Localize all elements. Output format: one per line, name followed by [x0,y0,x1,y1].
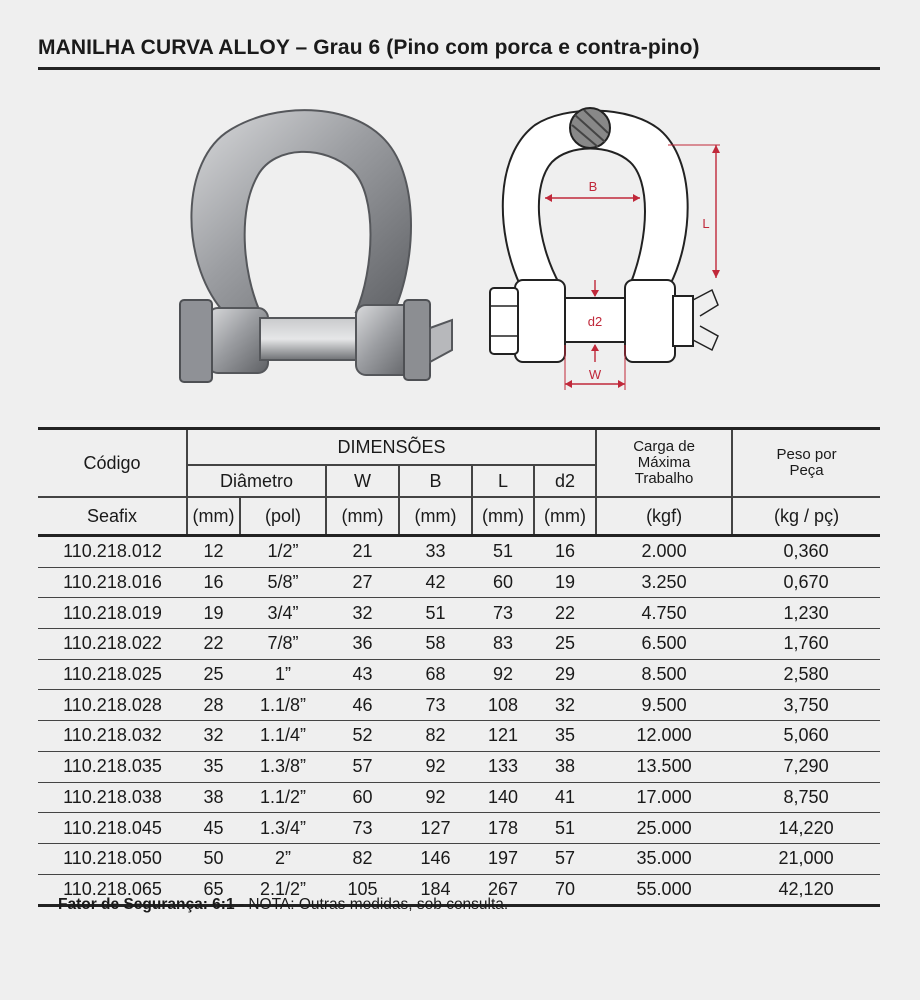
table-cell: 12.000 [596,721,732,752]
table-cell: 105 [326,874,399,906]
table-cell: 9.500 [596,690,732,721]
table-cell: 0,360 [732,536,880,568]
table-cell: 127 [399,813,472,844]
table-cell: 51 [534,813,596,844]
table-cell: 146 [399,843,472,874]
table-cell: 38 [534,751,596,782]
table-cell: 2.000 [596,536,732,568]
table-cell: 110.218.012 [38,536,187,568]
table-cell: 82 [326,843,399,874]
table-cell: 110.218.032 [38,721,187,752]
bow-shackle-photo-icon [160,100,460,400]
header-codigo: Código [38,429,187,498]
table-cell: 42,120 [732,874,880,906]
table-cell: 65 [187,874,240,906]
table-cell: 60 [326,782,399,813]
header-peso: Peso por Peça [732,429,880,498]
table-cell: 1.1/8” [240,690,326,721]
table-cell: 36 [326,629,399,660]
table-cell: 3/4” [240,598,326,629]
table-cell: 267 [472,874,534,906]
table-cell: 22 [534,598,596,629]
table-cell: 8,750 [732,782,880,813]
table-cell: 16 [534,536,596,568]
table-cell: 13.500 [596,751,732,782]
table-cell: 0,670 [732,567,880,598]
table-cell: 7,290 [732,751,880,782]
dim-label-d2: d2 [587,314,603,329]
table-cell: 12 [187,536,240,568]
table-cell: 68 [399,659,472,690]
table-cell: 178 [472,813,534,844]
table-cell: 55.000 [596,874,732,906]
table-cell: 73 [472,598,534,629]
header-b: B [399,465,472,497]
table-cell: 14,220 [732,813,880,844]
header-w: W [326,465,399,497]
table-cell: 3,750 [732,690,880,721]
unit-d2: (mm) [534,497,596,536]
table-cell: 19 [187,598,240,629]
table-cell: 110.218.038 [38,782,187,813]
table-cell: 110.218.035 [38,751,187,782]
table-cell: 42 [399,567,472,598]
table-row [38,567,880,598]
table-cell: 1/2” [240,536,326,568]
table-cell: 2,580 [732,659,880,690]
table-cell: 21,000 [732,843,880,874]
dim-label-w: W [588,367,602,382]
table-cell: 82 [399,721,472,752]
table-cell: 33 [399,536,472,568]
unit-w: (mm) [326,497,399,536]
table-cell: 110.218.022 [38,629,187,660]
page-title: MANILHA CURVA ALLOY – Grau 6 (Pino com porca e contra-pino) [38,36,700,59]
table-cell: 17.000 [596,782,732,813]
table-cell: 121 [472,721,534,752]
table-cell: 2.1/2” [240,874,326,906]
table-row [38,843,880,874]
table-cell: 35 [534,721,596,752]
table-cell: 110.218.065 [38,874,187,906]
table-cell: 133 [472,751,534,782]
table-row [38,813,880,844]
table-row [38,536,880,568]
table-cell: 46 [326,690,399,721]
table-cell: 45 [187,813,240,844]
table-cell: 6.500 [596,629,732,660]
header-dimensoes: DIMENSÕES [187,429,596,466]
table-cell: 92 [472,659,534,690]
unit-diametro-pol: (pol) [240,497,326,536]
table-cell: 51 [399,598,472,629]
table-cell: 35 [187,751,240,782]
table-row [38,690,880,721]
unit-b: (mm) [399,497,472,536]
table-cell: 184 [399,874,472,906]
table-cell: 22 [187,629,240,660]
table-cell: 83 [472,629,534,660]
table-cell: 1,760 [732,629,880,660]
table-cell: 92 [399,751,472,782]
table-cell: 108 [472,690,534,721]
table-cell: 29 [534,659,596,690]
table-cell: 25 [187,659,240,690]
table-row [38,598,880,629]
table-row [38,629,880,660]
table-cell: 43 [326,659,399,690]
table-cell: 32 [326,598,399,629]
table-cell: 140 [472,782,534,813]
table-cell: 28 [187,690,240,721]
unit-peso: (kg / pç) [732,497,880,536]
table-row [38,782,880,813]
unit-l: (mm) [472,497,534,536]
table-row [38,659,880,690]
table-cell: 110.218.028 [38,690,187,721]
table-cell: 41 [534,782,596,813]
table-cell: 110.218.050 [38,843,187,874]
table-cell: 57 [326,751,399,782]
table-cell: 38 [187,782,240,813]
table-row [38,721,880,752]
table-cell: 35.000 [596,843,732,874]
header-carga: Carga de Máxima Trabalho [596,429,732,498]
unit-carga: (kgf) [596,497,732,536]
table-cell: 21 [326,536,399,568]
table-row [38,751,880,782]
table-cell: 5/8” [240,567,326,598]
table-cell: 4.750 [596,598,732,629]
table-cell: 73 [326,813,399,844]
table-cell: 32 [187,721,240,752]
dim-label-l: L [702,216,710,231]
table-cell: 5,060 [732,721,880,752]
table-cell: 110.218.016 [38,567,187,598]
table-cell: 60 [472,567,534,598]
table-cell: 32 [534,690,596,721]
shackle-dimension-drawing [480,100,740,400]
note-text: - NOTA: Outras medidas, sob consulta. [234,896,509,913]
table-cell: 52 [326,721,399,752]
specification-table [38,427,880,907]
table-cell: 3.250 [596,567,732,598]
table-cell: 110.218.045 [38,813,187,844]
unit-seafix: Seafix [38,497,187,536]
table-cell: 1.1/4” [240,721,326,752]
table-cell: 1.1/2” [240,782,326,813]
table-cell: 19 [534,567,596,598]
table-cell: 58 [399,629,472,660]
table-cell: 51 [472,536,534,568]
safety-factor: Fator de Segurança: 6:1 [58,896,235,913]
header-d2: d2 [534,465,596,497]
table-cell: 57 [534,843,596,874]
table-cell: 25.000 [596,813,732,844]
table-cell: 7/8” [240,629,326,660]
table-cell: 8.500 [596,659,732,690]
header-l: L [472,465,534,497]
table-cell: 1” [240,659,326,690]
unit-diametro-mm: (mm) [187,497,240,536]
table-cell: 1,230 [732,598,880,629]
header-diametro: Diâmetro [187,465,326,497]
table-cell: 92 [399,782,472,813]
table-cell: 2” [240,843,326,874]
table-cell: 70 [534,874,596,906]
table-cell: 110.218.019 [38,598,187,629]
title-divider [38,67,880,70]
table-cell: 1.3/4” [240,813,326,844]
table-cell: 25 [534,629,596,660]
footer-note [58,896,508,914]
dim-label-b: B [588,179,598,194]
table-cell: 73 [399,690,472,721]
table-cell: 16 [187,567,240,598]
table-cell: 27 [326,567,399,598]
table-cell: 50 [187,843,240,874]
table-cell: 197 [472,843,534,874]
table-cell: 110.218.025 [38,659,187,690]
table-cell: 1.3/8” [240,751,326,782]
